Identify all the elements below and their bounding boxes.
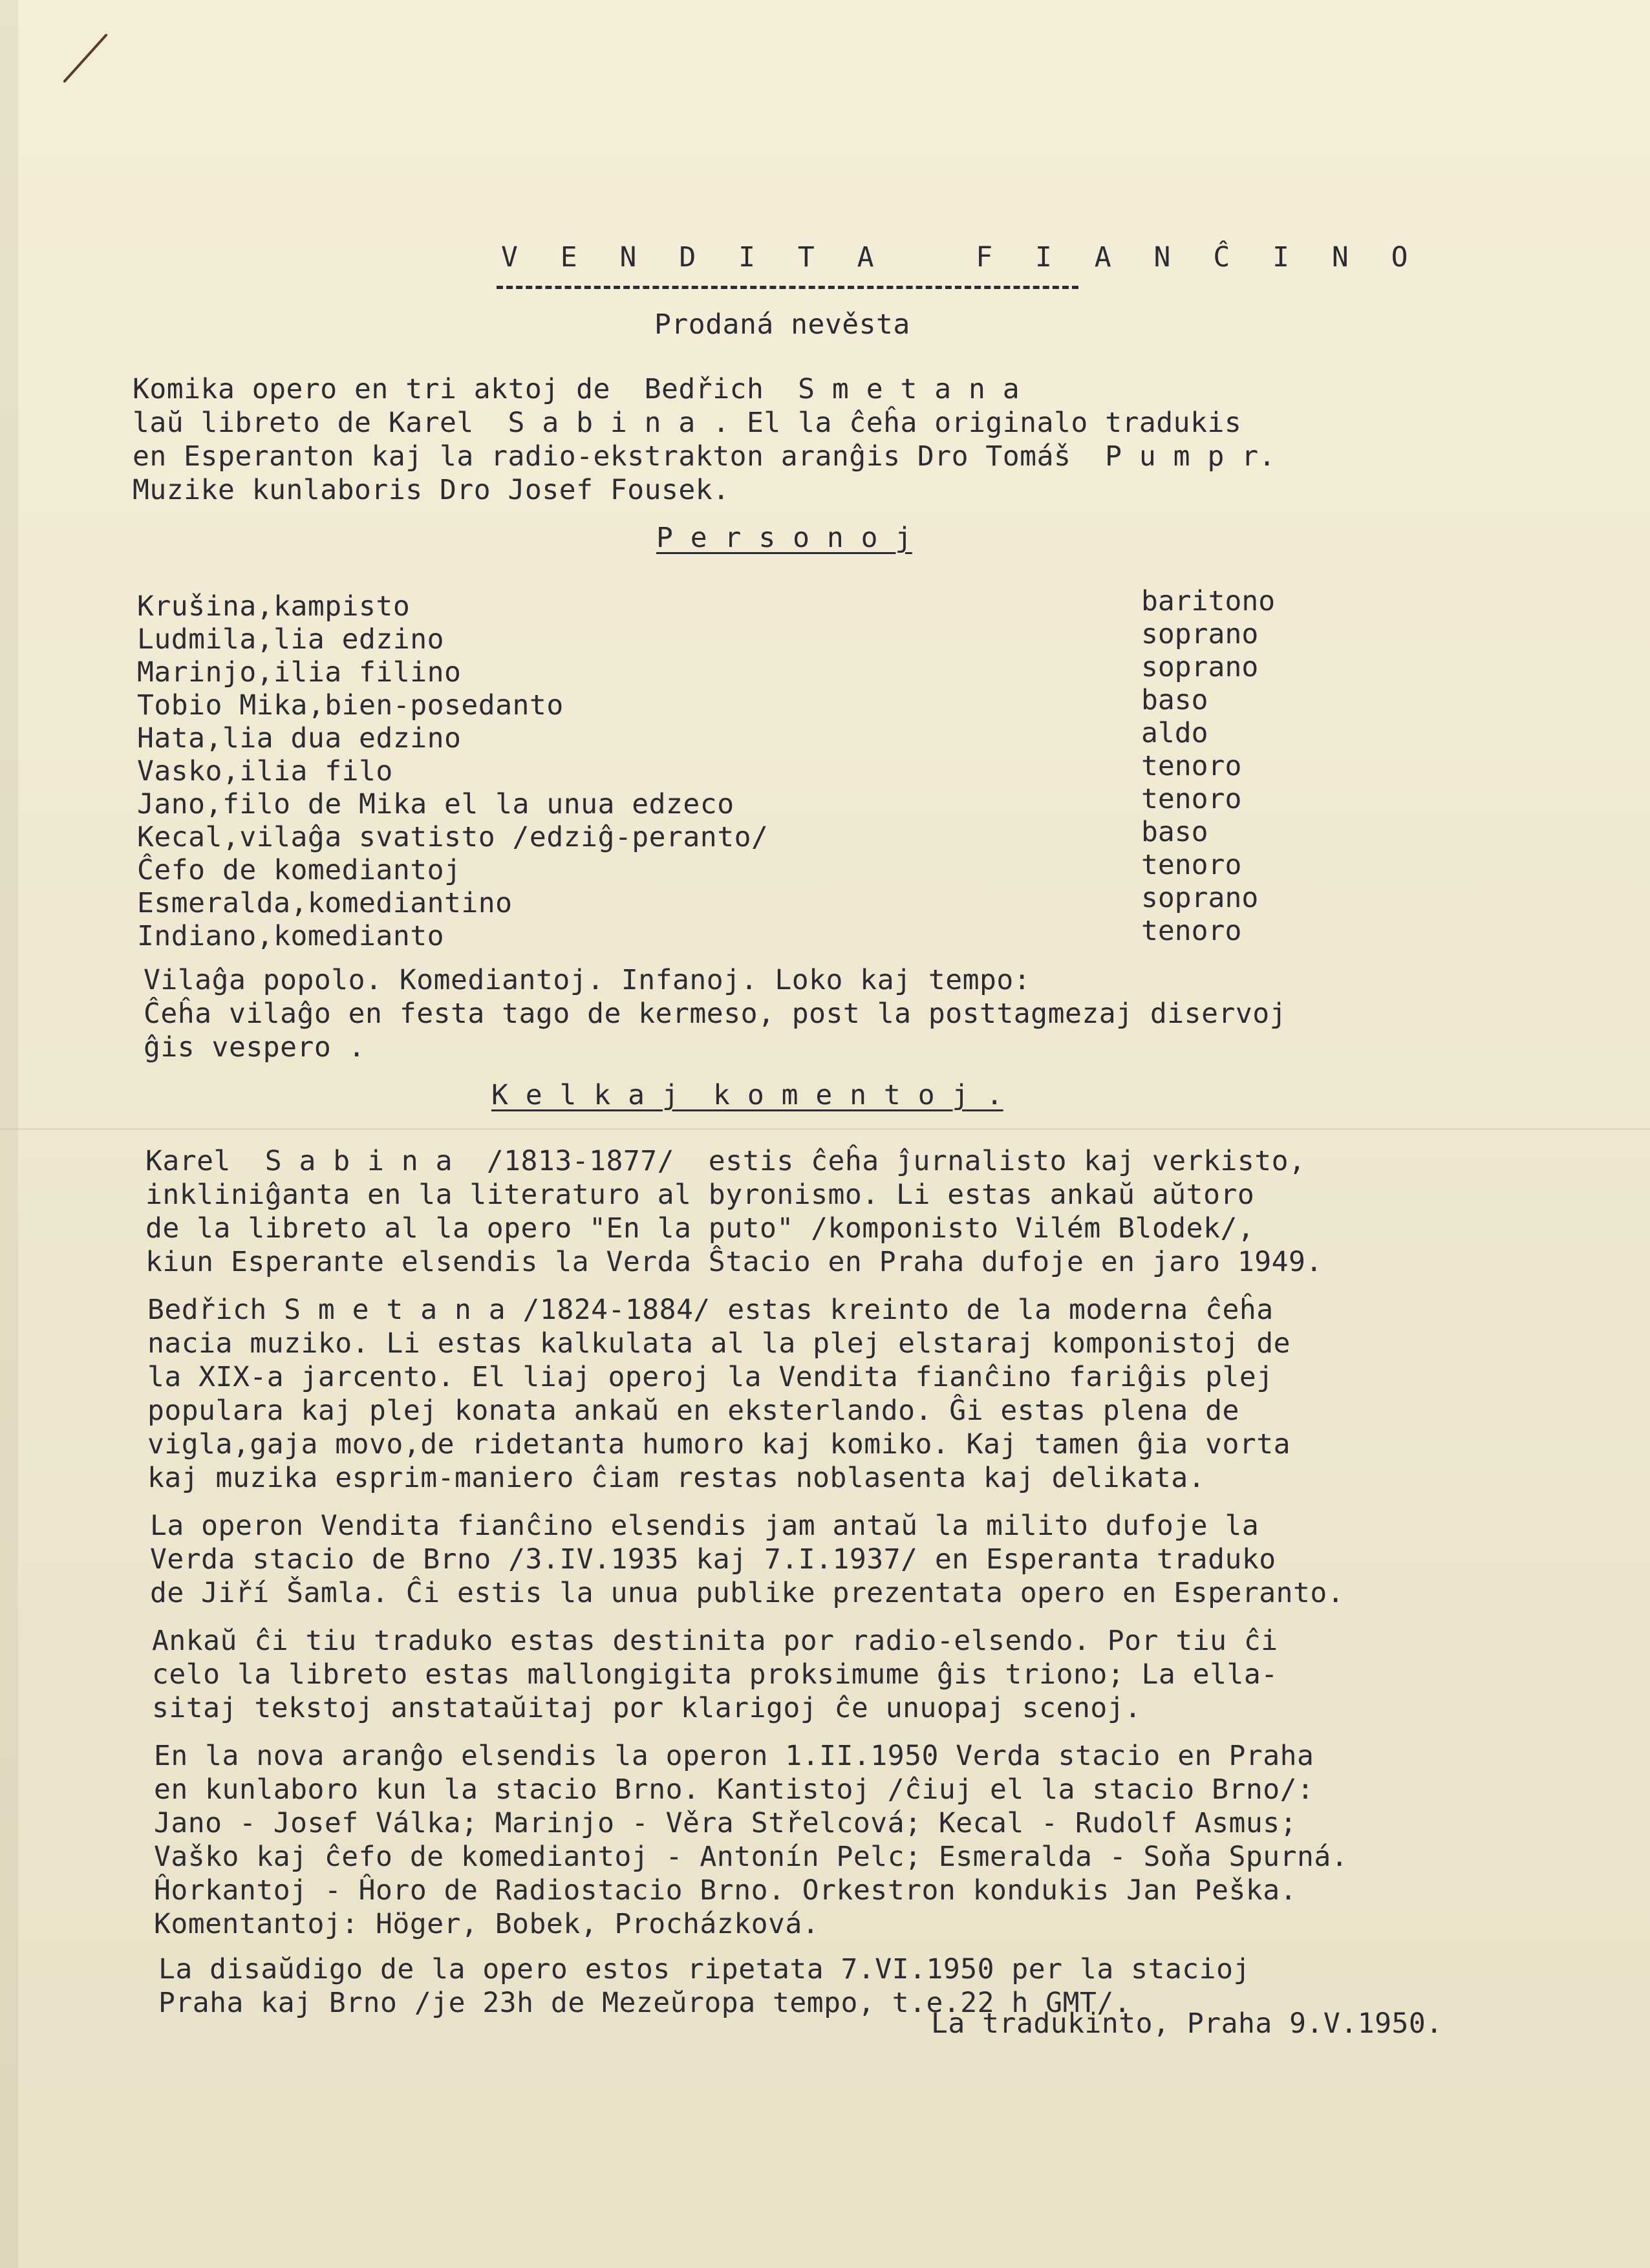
character-voice: baso [1141, 816, 1208, 848]
character-name: Tobio Mika,bien-posedanto [137, 689, 564, 722]
comment-line: nacia muziko. Li estas kalkulata al la plej elstaraj komponistoj de [147, 1327, 1291, 1360]
setting-line: Vilaĝa popolo. Komediantoj. Infanoj. Loko kaj tempo: [144, 964, 1031, 996]
intro-line: laŭ libreto de Karel S a b i n a . El la ĉeĥa originalo tradukis [133, 407, 1242, 439]
character-voice: soprano [1141, 618, 1259, 650]
comment-line: celo la libreto estas mallongigita proksimume ĝis triono; La ella- [152, 1658, 1278, 1691]
comment-line: La operon Vendita fianĉino elsendis jam antaŭ la milito dufoje la [150, 1510, 1259, 1542]
comment-line: la XIX-a jarcento. El liaj operoj la Vendita fianĉino fariĝis plej [147, 1361, 1274, 1393]
comment-line: de la libreto al la opero "En la puto" /komponisto Vilém Blodek/, [145, 1212, 1255, 1245]
comment-line: en kunlaboro kun la stacio Brno. Kantistoj /ĉiuj el la stacio Brno/: [154, 1773, 1314, 1806]
personoj-heading: P e r s o n o j [656, 522, 912, 554]
character-name: Vasko,ilia filo [137, 755, 393, 787]
comment-line: Ĥorkantoj - Ĥoro de Radiostacio Brno. Orkestron kondukis Jan Peška. [154, 1874, 1298, 1907]
comment-line: Verda stacio de Brno /3.IV.1935 kaj 7.I.1937/ en Esperanta traduko [150, 1543, 1276, 1576]
document-title: V E N D I T A F I A N Ĉ I N O [501, 241, 1421, 273]
comment-line: Jano - Josef Válka; Marinjo - Věra Střelcová; Kecal - Rudolf Asmus; [154, 1807, 1298, 1839]
title-underline [497, 286, 1078, 293]
intro-line: Muzike kunlaboris Dro Josef Fousek. [133, 474, 730, 506]
komentoj-heading: K e l k a j k o m e n t o j . [491, 1079, 1003, 1111]
character-voice: baritono [1141, 585, 1276, 617]
setting-line: Ĉeĥa vilaĝo en festa tago de kermeso, post la posttagmezaj diservoj [144, 998, 1287, 1030]
character-name: Marinjo,ilia filino [137, 656, 462, 689]
character-voice: aldo [1141, 717, 1208, 749]
comment-line: Karel S a b i n a /1813-1877/ estis ĉeĥa ĵurnalisto kaj verkisto, [145, 1145, 1306, 1177]
comment-line: Praha kaj Brno /je 23h de Mezeŭropa tempo, t.e.22 h GMT/. [158, 1987, 1131, 2019]
comment-line: En la nova aranĝo elsendis la operon 1.II.1950 Verda stacio en Praha [154, 1740, 1314, 1772]
character-voice: baso [1141, 684, 1208, 716]
character-name: Indiano,komedianto [137, 920, 444, 952]
comment-line: Komentantoj: Höger, Bobek, Procházková. [154, 1908, 820, 1940]
comment-line: La disaŭdigo de la opero estos ripetata 7.VI.1950 per la stacioj [158, 1953, 1250, 1985]
character-name: Kecal,vilaĝa svatisto /edziĝ-peranto/ [137, 821, 769, 853]
comment-line: Bedřich S m e t a n a /1824-1884/ estas kreinto de la moderna ĉeĥa [147, 1294, 1274, 1326]
comment-line: Vaško kaj ĉefo de komediantoj - Antonín Pelc; Esmeralda - Soňa Spurná. [154, 1841, 1349, 1873]
character-name: Ludmila,lia edzino [137, 623, 444, 656]
character-name: Ĉefo de komediantoj [137, 854, 462, 886]
character-voice: tenoro [1141, 849, 1242, 881]
pencil-mark [63, 34, 108, 83]
character-name: Hata,lia dua edzino [137, 722, 462, 754]
character-voice: tenoro [1141, 915, 1242, 947]
comment-line: kiun Esperante elsendis la Verda Ŝtacio en Praha dufoje en jaro 1949. [145, 1246, 1323, 1278]
character-name: Krušina,kampisto [137, 590, 411, 623]
translator-signature: La tradukinto, Praha 9.V.1950. [931, 2007, 1443, 2040]
comment-line: populara kaj plej konata ankaŭ en eksterlando. Ĝi estas plena de [147, 1395, 1239, 1427]
character-voice: soprano [1141, 882, 1259, 914]
character-voice: tenoro [1141, 783, 1242, 815]
comment-line: vigla,gaja movo,de ridetanta humoro kaj komiko. Kaj tamen ĝia vorta [147, 1428, 1291, 1460]
comment-line: de Jiří Šamla. Ĉi estis la unua publike prezentata opero en Esperanto. [150, 1577, 1345, 1609]
character-voice: tenoro [1141, 750, 1242, 782]
intro-line: Komika opero en tri aktoj de Bedřich S m e t a n a [133, 373, 1020, 405]
comment-line: kaj muzika esprim-maniero ĉiam restas noblasenta kaj delikata. [147, 1462, 1206, 1494]
intro-line: en Esperanton kaj la radio-ekstrakton aranĝis Dro Tomáš P u m p r. [133, 440, 1276, 473]
document-subtitle: Prodaná nevěsta [654, 308, 910, 341]
setting-line: ĝis vespero . [144, 1031, 366, 1064]
character-name: Esmeralda,komediantino [137, 887, 513, 919]
paper-edge [0, 0, 18, 2268]
character-name: Jano,filo de Mika el la unua edzeco [137, 788, 734, 820]
paper-fold [0, 1128, 1650, 1130]
character-voice: soprano [1141, 651, 1259, 683]
comment-line: sitaj tekstoj anstataŭitaj por klarigoj ĉe unuopaj scenoj. [152, 1692, 1142, 1724]
comment-line: inkliniĝanta en la literaturo al byronismo. Li estas ankaŭ aŭtoro [145, 1179, 1255, 1211]
comment-line: Ankaŭ ĉi tiu traduko estas destinita por radio-elsendo. Por tiu ĉi [152, 1625, 1278, 1657]
